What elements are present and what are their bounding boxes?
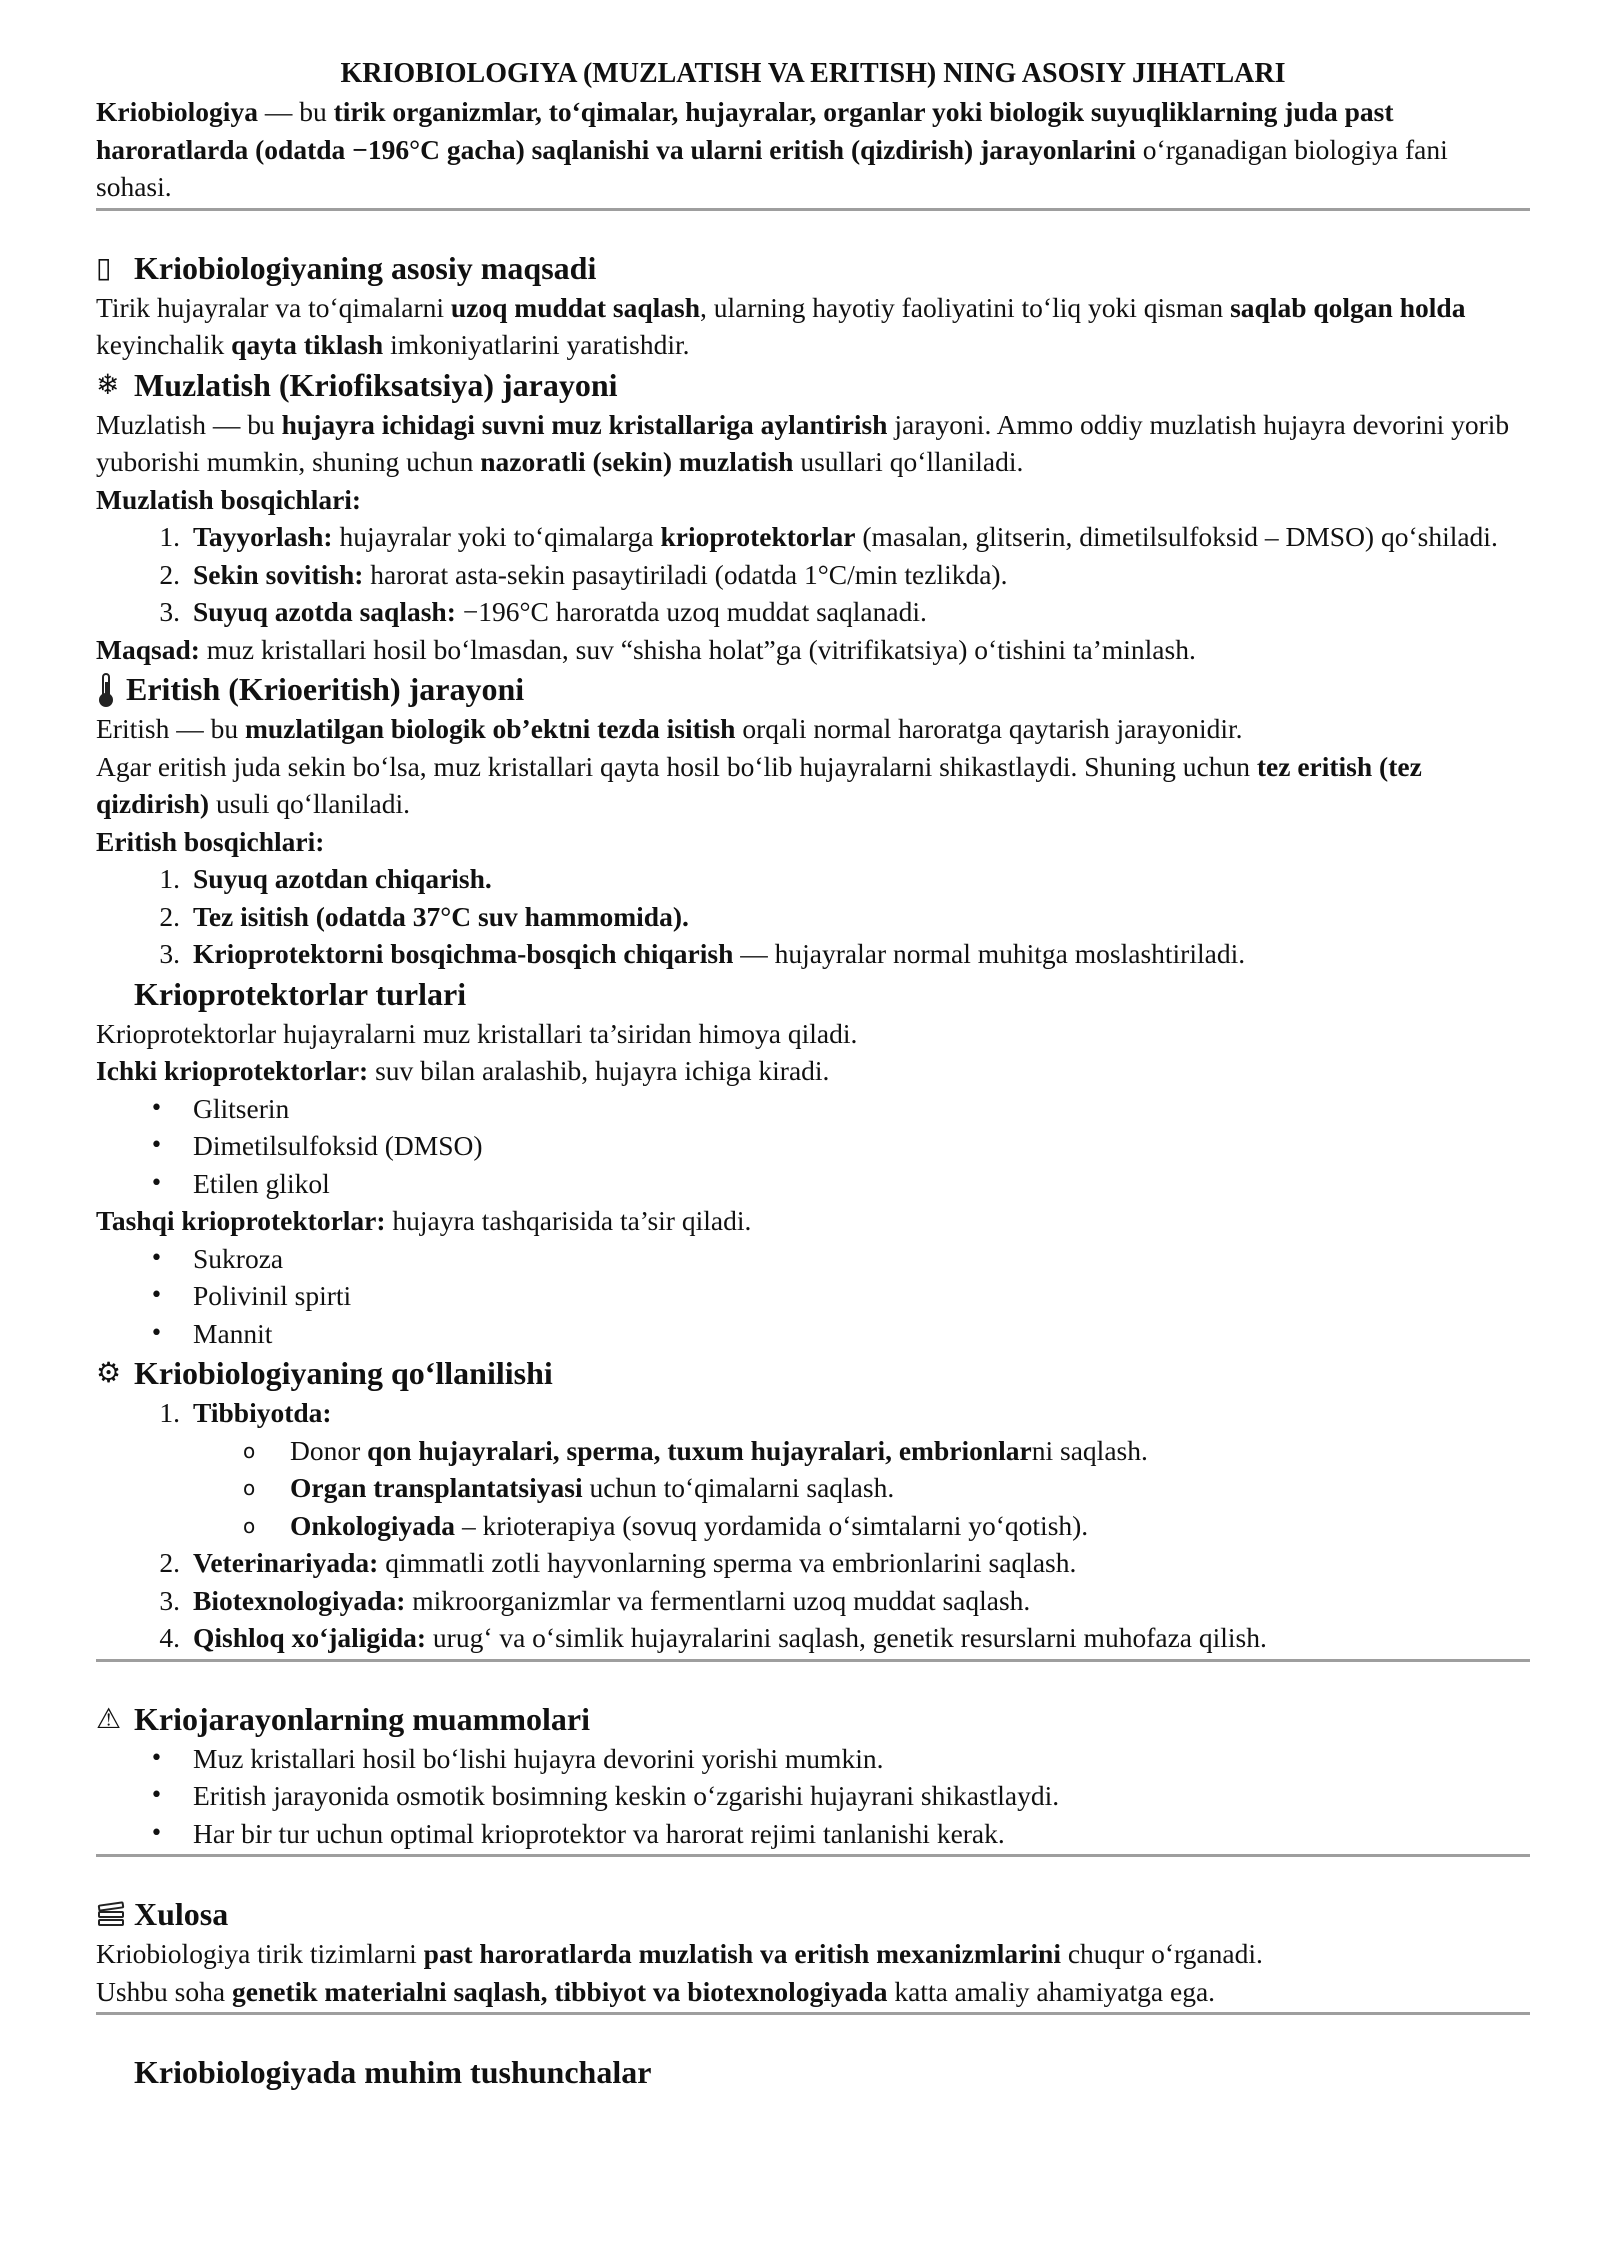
problems-heading: ⚠ Kriojarayonlarning muammolari: [96, 1698, 1530, 1740]
thaw-steps-label: Eritish bosqichlari:: [96, 825, 325, 857]
list-item: • Sukroza: [150, 1242, 284, 1274]
external-cryoprotectors: Tashqi krioprotektorlar: hujayra tashqarisida ta’sir qiladi.: [96, 1205, 752, 1236]
cryoprotectors-heading: Krioprotektorlar turlari: [134, 975, 467, 1012]
list-item: 3. Suyuq azotda saqlash: −196°C haroratda uzoq muddat saqlanadi.: [159, 596, 927, 627]
list-item: 3. Biotexnologiyada: mikroorganizmlar va fermentlarni uzoq muddat saqlash.: [159, 1584, 1031, 1616]
list-item: 3. Krioprotektorni bosqichma-bosqich chiqarish — hujayralar normal muhitga moslashtiriladi.: [159, 938, 1246, 969]
problems-list: [96, 1740, 1530, 1853]
list-item: • Dimetilsulfoksid (DMSO): [150, 1130, 483, 1161]
intro-paragraph: Kriobiologiya — bu tirik organizmlar, to‘qimalar, hujayralar, organlar yoki biologik suyuqliklarning juda past haroratlarda (odatda −196°C gacha) saqlanishi va ularni eritish (qizdirish) jarayonlarini o‘rganadigan biologiya fani sohasi.: [96, 96, 1448, 202]
warning-icon: ⚠: [96, 1701, 122, 1735]
list-item: • Etilen glikol: [150, 1167, 330, 1199]
internal-cryoprotectors-list: [96, 1090, 1530, 1203]
freeze-heading: ❄ Muzlatish (Kriofiksatsiya) jarayoni: [96, 364, 1530, 406]
freeze-goal: Maqsad: muz kristallari hosil bo‘lmasdan, suv “shisha holat”ga (vitrifikatsiya) o‘tishini ta’minlash.: [96, 633, 1196, 665]
list-item: • Glitserin: [150, 1092, 290, 1124]
list-item: 2. Sekin sovitish: harorat asta-sekin pasaytiriladi (odatda 1°C/min tezlikda).: [159, 558, 1008, 590]
medicine-sublist: [96, 1432, 1530, 1545]
list-item: 1. Tayyorlash: hujayralar yoki to‘qimalarga krioprotektorlar (masalan, glitserin, dimetilsulfoksid – DMSO) qo‘shiladi.: [159, 521, 1498, 552]
snowflake-icon: ❄: [96, 367, 120, 401]
applications-list: [96, 1394, 1530, 1432]
list-item: o Donor qon hujayralari, sperma, tuxum hujayralari, embrionlarni saqlash.: [243, 1434, 1148, 1466]
list-item: o Organ transplantatsiyasi uchun to‘qimalarni saqlash.: [243, 1472, 895, 1503]
external-cryoprotectors-list: [96, 1240, 1530, 1353]
internal-cryoprotectors: Ichki krioprotektorlar: suv bilan aralashib, hujayra ichiga kiradi.: [96, 1055, 830, 1086]
applications-list-continued: [96, 1544, 1530, 1657]
thaw-heading: Eritish (Krioeritish) jarayoni: [96, 668, 1530, 710]
conclusion-paragraph: Kriobiologiya tirik tizimlarni past haroratlarda muzlatish va eritish mexanizmlarini chuqur o‘rganadi. Ushbu soha genetik materialni saqlash, tibbiyot va biotexnologiyada katta amaliy ahamiyatga ega.: [96, 1938, 1263, 2007]
list-item: 2. Veterinariyada: qimmatli zotli hayvonlarning sperma va embrionlarini saqlash.: [159, 1547, 1077, 1578]
list-item: o Onkologiyada – krioterapiya (sovuq yordamida o‘simtalarni yo‘qotish).: [243, 1509, 1089, 1541]
thaw-steps-list: [96, 860, 1530, 973]
thermometer-icon: [100, 673, 112, 705]
list-item: 1. Suyuq azotdan chiqarish.: [159, 863, 492, 894]
cryoprotectors-intro: Krioprotektorlar hujayralarni muz kristallari ta’siridan himoya qiladi.: [96, 1017, 858, 1049]
books-icon: [96, 1901, 126, 1927]
freeze-steps-list: [96, 518, 1530, 631]
applications-heading: ⚙ Kriobiologiyaning qo‘llanilishi: [96, 1352, 1530, 1394]
list-item: • Polivinil spirti: [150, 1280, 352, 1311]
goal-paragraph: Tirik hujayralar va to‘qimalarni uzoq muddat saqlash, ularning hayotiy faoliyatini to‘liq yoki qisman saqlab qolgan holda keyinchalik qayta tiklash imkoniyatlarini yaratishdir.: [96, 291, 1466, 360]
conclusion-heading: Xulosa: [96, 1893, 1530, 1935]
list-item: • Mannit: [150, 1317, 273, 1349]
concepts-heading: Kriobiologiyada muhim tushunchalar: [134, 2054, 652, 2090]
freeze-steps-label: Muzlatish bosqichlari:: [96, 483, 362, 515]
thaw-paragraph: Eritish — bu muzlatilgan biologik ob’ektni tezda isitish orqali normal haroratga qaytarish jarayonidir. Agar eritish juda sekin bo‘lsa, muz kristallari qayta hosil bo‘lib hujayralarni shikastlaydi. Shuning uchun tez eritish (tez qizdirish) usuli qo‘llaniladi.: [96, 713, 1422, 819]
missing-glyph-icon: ▯: [96, 250, 112, 284]
list-item: 2. Tez isitish (odatda 37°C suv hammomida).: [159, 900, 689, 932]
list-item: • Eritish jarayonida osmotik bosimning keskin o‘zgarishi hujayrani shikastlaydi.: [150, 1780, 1060, 1811]
freeze-paragraph: Muzlatish — bu hujayra ichidagi suvni muz kristallariga aylantirish jarayoni. Ammo oddiy muzlatish hujayra devorini yorib yuborishi mumkin, shuning uchun nazoratli (sekin) muzlatish usullari qo‘llaniladi.: [96, 408, 1510, 477]
goal-heading: ▯ Kriobiologiyaning asosiy maqsadi: [96, 247, 1530, 289]
list-item: 4. Qishloq xo‘jaligida: urug‘ va o‘simlik hujayralarini saqlash, genetik resurslarni muhofaza qilish.: [159, 1622, 1267, 1653]
gear-icon: ⚙: [96, 1356, 122, 1389]
intro-definition: tirik organizmlar, to‘qimalar, hujayralar, organlar yoki biologik suyuqliklarning juda past haroratlarda (odatda −196°C gacha) saqlanishi va ularni eritish (qizdirish) jarayonlarini: [96, 96, 1394, 165]
page-title: KRIOBIOLOGIYA (MUZLATISH VA ERITISH) NING ASOSIY JIHATLARI: [340, 58, 1286, 89]
list-item: • Muz kristallari hosil bo‘lishi hujayra devorini yorishi mumkin.: [150, 1742, 884, 1774]
list-item: 1. Tibbiyotda:: [159, 1397, 332, 1428]
intro-term: Kriobiologiya: [96, 96, 258, 127]
list-item: • Har bir tur uchun optimal krioprotektor va harorat rejimi tanlanishi kerak.: [150, 1817, 1005, 1849]
